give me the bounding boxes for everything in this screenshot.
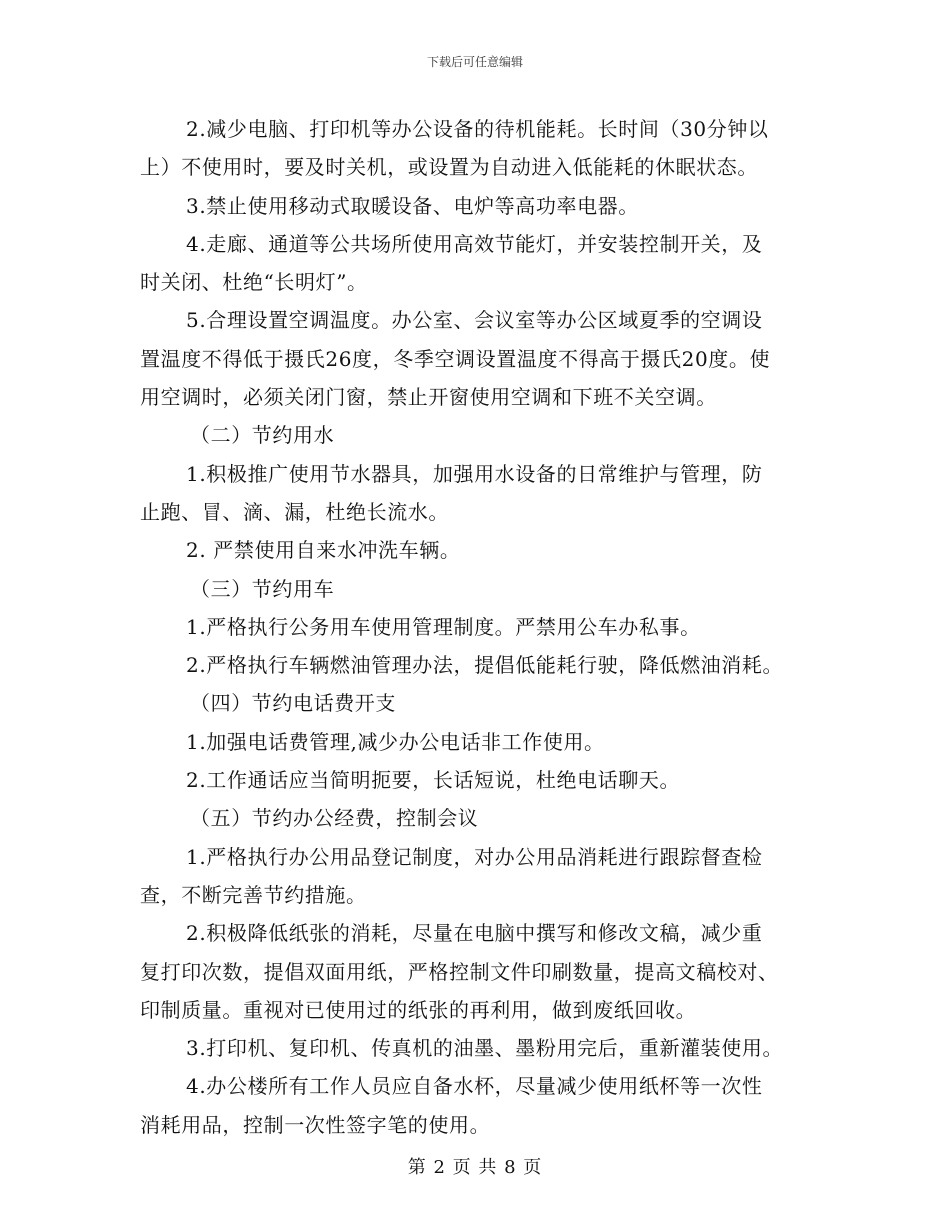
paragraph-line: 1.严格执行公务用车使用管理制度。严禁用公车办私事。 bbox=[186, 614, 701, 639]
section-heading: （三）节约用车 bbox=[190, 576, 335, 601]
paragraph-line: 5.合理设置空调温度。办公室、会议室等办公区域夏季的空调设 bbox=[186, 308, 763, 333]
document-body bbox=[140, 110, 812, 1144]
paragraph-line: 4.走廊、通道等公共场所使用高效节能灯，并安装控制开关，及 bbox=[186, 231, 763, 256]
section-heading: （二）节约用水 bbox=[190, 423, 335, 448]
paragraph-line: 2.工作通话应当简明扼要，长话短说，杜绝电话聊天。 bbox=[186, 768, 681, 793]
paragraph-line: 印制质量。重视对已使用过的纸张的再利用，做到废纸回收。 bbox=[140, 997, 697, 1022]
paragraph-line: 查，不断完善节约措施。 bbox=[140, 882, 367, 907]
paragraph-line: 4.办公楼所有工作人员应自备水杯，尽量减少使用纸杯等一次性 bbox=[186, 1074, 763, 1099]
paragraph-line: 3.禁止使用移动式取暖设备、电炉等高功率电器。 bbox=[186, 193, 639, 218]
page-footer: 第 2 页 共 8 页 bbox=[407, 1157, 543, 1178]
paragraph-line: 置温度不得低于摄氏26度，冬季空调设置温度不得高于摄氏20度。使 bbox=[140, 346, 771, 371]
paragraph-line: 2.积极降低纸张的消耗，尽量在电脑中撰写和修改文稿，减少重 bbox=[186, 921, 763, 946]
paragraph-line: 复打印次数，提倡双面用纸，严格控制文件印刷数量，提高文稿校对、 bbox=[140, 959, 779, 984]
paragraph-line: 2. 严禁使用自来水冲洗车辆。 bbox=[186, 538, 461, 563]
section-heading: （五）节约办公经费，控制会议 bbox=[190, 806, 479, 831]
page-header: 下载后可任意编辑 bbox=[426, 55, 523, 69]
paragraph-line: 1.积极推广使用节水器具，加强用水设备的日常维护与管理，防 bbox=[186, 461, 763, 486]
paragraph-line: 时关闭、杜绝“长明灯”。 bbox=[140, 270, 368, 295]
paragraph-line: 3.打印机、复印机、传真机的油墨、墨粉用完后，重新灌装使用。 bbox=[186, 1036, 784, 1061]
paragraph-line: 止跑、冒、滴、漏，杜绝长流水。 bbox=[140, 499, 449, 524]
section-heading: （四）节约电话费开支 bbox=[190, 691, 396, 716]
paragraph-line: 消耗用品，控制一次性签字笔的使用。 bbox=[140, 1112, 491, 1137]
paragraph-line: 2.严格执行车辆燃油管理办法，提倡低能耗行驶，降低燃油消耗。 bbox=[186, 653, 784, 678]
paragraph-line: 用空调时，必须关闭门窗，禁止开窗使用空调和下班不关空调。 bbox=[140, 385, 717, 410]
paragraph-line: 上）不使用时，要及时关机，或设置为自动进入低能耗的休眠状态。 bbox=[140, 155, 758, 180]
paragraph-line: 2.减少电脑、打印机等办公设备的待机能耗。长时间（30分钟以 bbox=[186, 117, 769, 141]
paragraph-line: 1.严格执行办公用品登记制度，对办公用品消耗进行跟踪督查检 bbox=[186, 844, 763, 869]
paragraph-line: 1.加强电话费管理,减少办公电话非工作使用。 bbox=[186, 729, 605, 754]
